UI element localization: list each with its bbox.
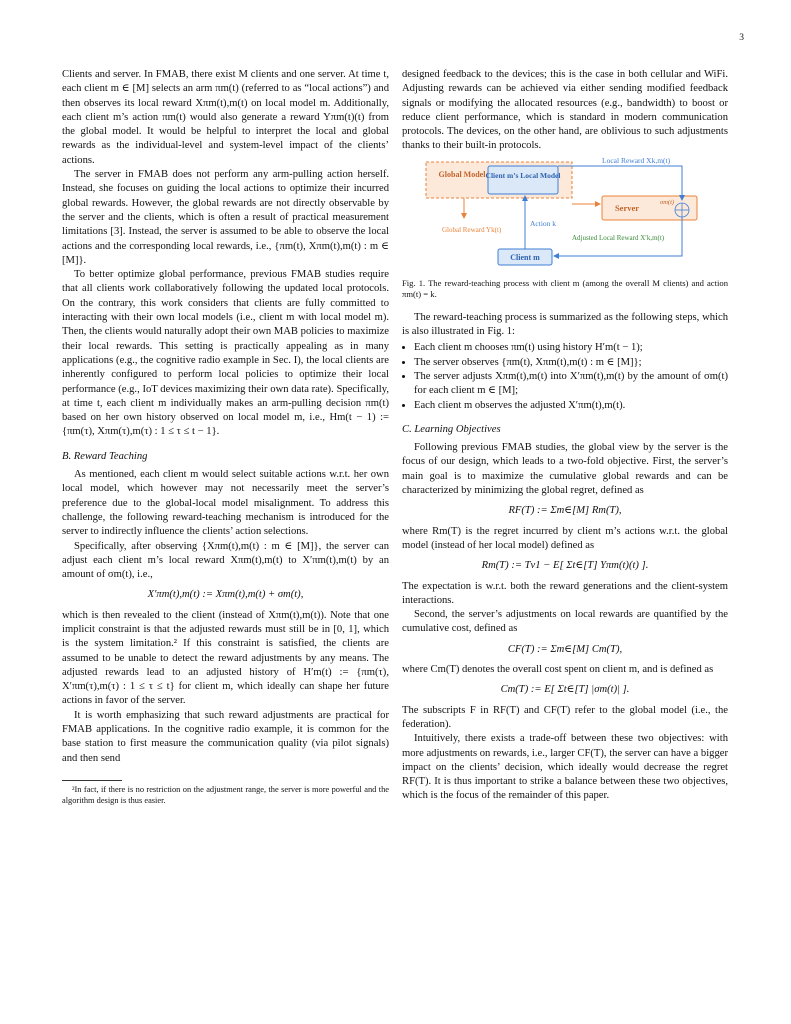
paragraph: The reward-teaching process is summarized as the following steps, which is also illustrated in Fig. 1:	[402, 311, 728, 338]
paragraph: To better optimize global performance, previous FMAB studies require that all clients work collaboratively following the updated local protocols. On the contrary, this work considers that clients are fully committed to interacting with their own local models (i.e., client m with local model m). Then, the clients would naturally adopt their own MAB policies to maximize their local rewards. This setting is practically appealing as in many applications (e.g., the cognitive radio example in Sec. I), the local clients are inherently configured to perform local policies to optimize their local performance (e.g., IoT devices maximizing their own data rate). Specifically, at time t, each client m individually makes an arm-pulling decision πm(t) based on her own history observed on local model m, i.e., Hm(t − 1) := {πm(τ), Xπm(τ),m(τ) : 1 ≤ τ ≤ t − 1}.	[62, 269, 389, 438]
action-label: Action k	[530, 218, 557, 228]
equation: X′πm(t),m(t) := Xπm(t),m(t) + σm(t),	[147, 589, 304, 601]
paragraph: Following previous FMAB studies, the global view by the server is the focus of our design, which leads to a two-fold objective. First, the server’s main goal is to maximize the cumulative global rewards and can be characterized by minimizing the global regret, defined as	[402, 442, 728, 497]
list-item: • The server adjusts Xπm(t),m(t) into X′πm(t),m(t) by the amount of σm(t) for each client m ∈ [M];	[414, 370, 728, 399]
right-column	[402, 68, 728, 804]
paragraph: The expectation is w.r.t. both the reward generations and the client-system interactions.	[402, 580, 728, 606]
figure-caption: Fig. 1. The reward-teaching process with client m (among the overall M clients) and action πm(t) = k.	[402, 277, 728, 300]
equation: Cm(T) := E[ Σt∈[T] |σm(t)| ].	[500, 684, 630, 696]
paragraph: which is then revealed to the client (instead of Xπm(t),m(t)). Note that one implicit constraint is that the adjusted rewards must still be in [0, 1], which is the system limitation.² If this constraint is satisfied, the clients are assumed to be unable to detect the reward adjustments by any means. The adjusted rewards lead to an adjusted history of H′m(t) := {πm(τ), X′πm(τ),m(τ) : 1 ≤ τ ≤ t} for client m, which ideally can shape her future actions in favor of the server.	[62, 609, 389, 707]
list-item: • The server observes {πm(t), Xπm(t),m(t) : m ∈ [M]};	[414, 356, 728, 370]
paragraph: Specifically, after observing {Xπm(t),m(t) : m ∈ [M]}, the server can adjust each client m’s local reward Xπm(t),m(t) to X′πm(t),m(t) by an amount of σm(t), i.e.,	[62, 540, 389, 581]
paragraph: designed feedback to the devices; this is the case in both cellular and WiFi. Adjusting rewards can be achieved via either sending modified feedback signals or modifying the allocated resources (e.g., bandwidth) to boost or reduce client performance, which is standard in modern communication protocols. The devices, on the other hand, are oblivious to such adjustments thanks to their built-in protocols.	[402, 69, 728, 152]
equation: CF(T) := Σm∈[M] Cm(T),	[507, 643, 623, 655]
paragraph: The server in FMAB does not perform any arm-pulling action herself. Instead, she focuses on guiding the local actions to optimize their incurred global rewards. However, the global rewards are not directly observable by the server and the clients, which is often a result of practical measurement limitations [3]. Instead, the server is assumed to be able to observe the local actions and the corresponding local rewards, i.e., {πm(t), Xπm(t),m(t) : m ∈ [M]}.	[62, 169, 389, 266]
paragraph: Intuitively, there exists a trade-off between these two objectives: with more adjustments on rewards, i.e., larger CF(T), the server can have a bigger impact on the clients’ decision, which ideally would decrease the regret RF(T). It is thus important to strike a balance between these two objectives, which is the focus of the remainder of this paper.	[402, 733, 728, 802]
paragraph: where Rm(T) is the regret incurred by client m’s actions w.r.t. the global model (instead of her local model) defined as	[402, 525, 728, 551]
paragraph: As mentioned, each client m would select suitable actions w.r.t. her own local model, which however may not necessarily meet the server’s preference due to the global-local model misalignment. To address this challenge, the following reward-teaching mechanism is introduced for the server to indirectly influence the clients’ action selections.	[62, 469, 389, 538]
client-local-model-label: Client m’s Local Model	[485, 170, 561, 180]
section-heading: C. Learning Objectives	[402, 423, 501, 435]
list-item: • Each client m observes the adjusted X′πm(t),m(t).	[414, 399, 728, 413]
figure-reward-teaching	[402, 154, 728, 274]
sigma-label: σm(t)	[660, 198, 675, 206]
paragraph: Clients and server. In FMAB, there exist M clients and one server. At time t, each client m ∈ [M] selects an arm πm(t) (referred to as “local actions”) and then observes its local reward Xπm(t),m(t) on local model m. Additionally, each client m’s action πm(t) would also generate a reward Yπm(t)(t) from the global model. It would be helpful to interpret the local and global rewards as the individual-level and system-level impact of the clients’ actions.	[62, 69, 389, 166]
equation: Rm(T) := Tν1 − E[ Σt∈[T] Yπm(t)(t) ].	[481, 560, 649, 572]
section-heading: B. Reward Teaching	[62, 450, 148, 462]
client-label: Client m	[510, 252, 540, 262]
steps-list	[402, 341, 728, 412]
local-reward-label: Local Reward Xk,m(t)	[602, 155, 671, 165]
server-label: Server	[614, 202, 640, 213]
local-reward-arrow	[558, 166, 682, 200]
paragraph: The subscripts F in RF(T) and CF(T) refer to the global model (i.e., the federation).	[402, 704, 728, 730]
global-model-label: Global Model	[438, 169, 486, 179]
equation: RF(T) := Σm∈[M] Rm(T),	[508, 505, 622, 517]
footnote: ²In fact, if there is no restriction on the adjustment range, the server is more powerful and the algorithm design is thus easier.	[62, 784, 389, 805]
paragraph: where Cm(T) denotes the overall cost spent on client m, and is defined as	[402, 664, 714, 676]
page-number: 3	[739, 33, 744, 43]
adjusted-reward-label: Adjusted Local Reward X′k,m(t)	[572, 233, 665, 242]
footnote-rule	[62, 780, 122, 781]
global-reward-label: Global Reward Yk(t)	[442, 225, 502, 234]
left-column	[62, 68, 389, 806]
paragraph: Second, the server’s adjustments on local rewards are quantified by the cumulative cost, defined as	[402, 609, 728, 635]
list-item: • Each client m chooses πm(t) using history H′m(t − 1);	[414, 341, 728, 355]
paragraph: It is worth emphasizing that such reward adjustments are practical for FMAB applications. In the cognitive radio example, it is common for the base station to first measure the communication quality (via pilot signals) and then send	[62, 709, 389, 764]
